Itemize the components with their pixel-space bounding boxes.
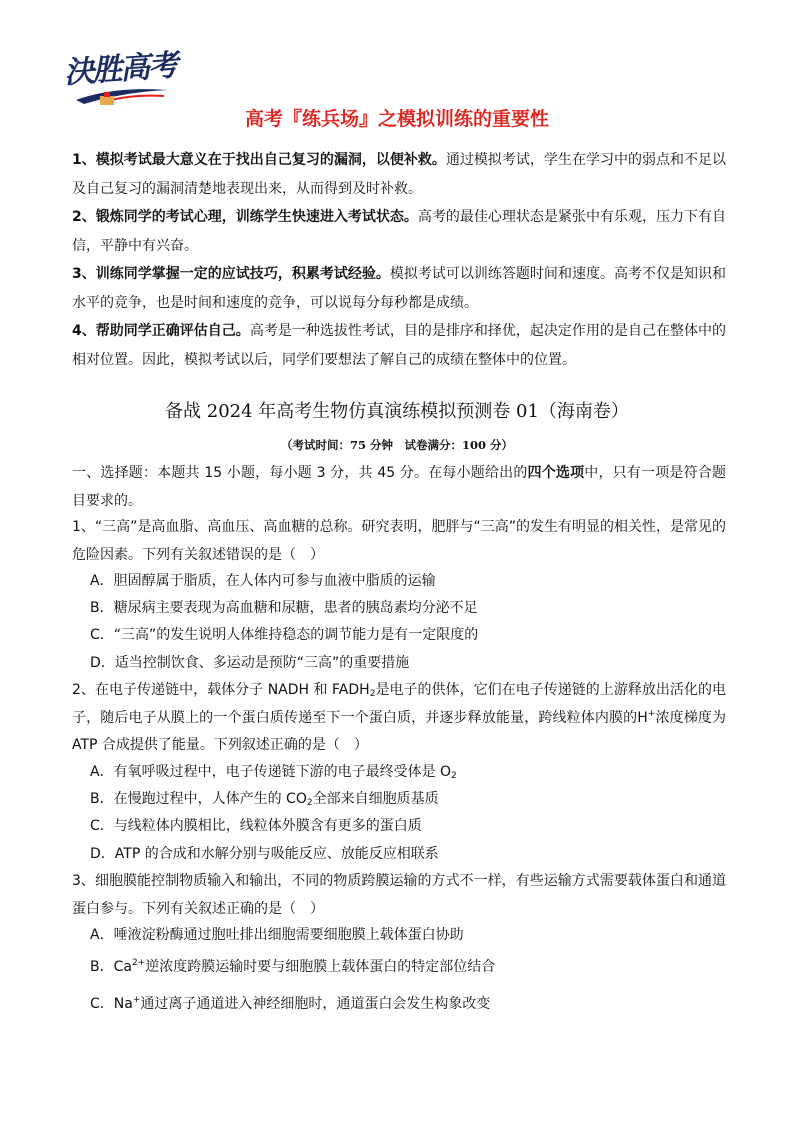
q2-superscript: + — [647, 708, 656, 719]
q3-option-b — [90, 954, 730, 982]
intro-point-1 — [72, 146, 726, 203]
option-superscript: 2+ — [131, 958, 146, 968]
option-text: C．Na — [90, 996, 133, 1012]
q1-option-d: D．适当控制饮食、多运动是预防“三高”的重要措施 — [90, 655, 410, 671]
q1-option-b: B．糖尿病主要表现为高血糖和尿糖，患者的胰岛素均分泌不足 — [90, 600, 478, 616]
intro-point-bold: 4、帮助同学正确评估自己。 — [72, 323, 250, 339]
intro-point-4 — [72, 317, 726, 374]
q3-option-a: A．唾液淀粉酶通过胞吐排出细胞需要细胞膜上载体蛋白协助 — [90, 927, 464, 943]
q2-subscript: 2 — [369, 689, 376, 699]
q2-stem-text: 浓度梯度为ATP 合成提供了能量。下列叙述正确的是（ ） — [72, 709, 727, 753]
question-1-stem: 1、“三高”是高血脂、高血压、高血糖的总称。研究表明，肥胖与“三高”的发生有明显的相关性，是常见的危险因素。下列有关叙述错误的是（ ） — [72, 519, 726, 563]
exam-subtitle: （考试时间：75 分钟 试卷满分：100 分） — [280, 438, 513, 452]
exam-title: 备战 2024 年高考生物仿真演练模拟预测卷 01（海南卷） — [165, 401, 629, 422]
option-superscript: + — [132, 995, 141, 1005]
option-text: A．有氧呼吸过程中，电子传递链下游的电子最终受体是 O — [90, 764, 452, 780]
intro-point-bold: 2、锻炼同学的考试心理，训练学生快速进入考试状态。 — [72, 209, 418, 225]
q2-option-d: D．ATP 的合成和水解分别与吸能反应、放能反应相联系 — [90, 846, 439, 862]
intro-point-text: 通过模拟考试，学生在学习中的弱点和不足以及自己复习的漏洞清楚地表现出来，从而得到及时补救。 — [72, 152, 726, 197]
q2-option-b — [90, 786, 730, 814]
option-text: B．Ca — [90, 959, 132, 975]
q1-option-a: A．胆固醇属于脂质，在人体内可参与血液中脂质的运输 — [90, 573, 436, 589]
q1-option-c: C．“三高”的发生说明人体维持稳态的调节能力是有一定限度的 — [90, 627, 479, 643]
option-text: B．在慢跑过程中，人体产生的 CO — [90, 791, 307, 807]
q2-option-c: C．与线粒体内膜相比，线粒体外膜含有更多的蛋白质 — [90, 818, 422, 834]
option-subscript: 2 — [306, 798, 313, 808]
intro-point-bold: 1、模拟考试最大意义在于找出自己复习的漏洞，以便补救。 — [72, 152, 446, 168]
q2-stem-text: 2、在电子传递链中，载体分子 NADH 和 FADH — [72, 682, 370, 698]
q3-option-c — [90, 991, 730, 1019]
q2-stem-text: 是电子的供体，它们在电子传递链的上游释放出活化的电子，随后电子从膜上的一个蛋白质传递至下一个蛋白质，并逐步释放能量，跨线粒体内膜的H — [72, 682, 726, 726]
intro-point-text: 高考是一种选拔性考试，目的是排序和择优，起决定作用的是自己在整体中的相对位置。因此，模拟考试以后，同学们要想法了解自己的成绩在整体中的位置。 — [72, 323, 726, 368]
question-2-stem — [72, 677, 726, 760]
logo-text: 決胜高考 — [63, 48, 178, 91]
section-text: 一、选择题：本题共 15 小题，每小题 3 分，共 45 分。在每小题给出的 — [72, 465, 528, 481]
brand-logo — [60, 40, 180, 112]
intro-point-bold: 3、训练同学掌握一定的应试技巧，积累考试经验。 — [72, 266, 390, 282]
question-3-stem: 3、细胞膜能控制物质输入和输出，不同的物质跨膜运输的方式不一样，有些运输方式需要载体蛋白和通道蛋白参与。下列有关叙述正确的是（ ） — [72, 873, 726, 917]
intro-point-text: 高考的最佳心理状态是紧张中有乐观，压力下有自信，平静中有兴奋。 — [72, 209, 727, 254]
intro-point-2 — [72, 203, 726, 260]
banner-title: 高考『练兵场』之模拟训练的重要性 — [244, 108, 549, 130]
option-subscript: 2 — [451, 771, 457, 781]
intro-point-3 — [72, 260, 726, 317]
option-text: 逆浓度跨膜运输时要与细胞膜上载体蛋白的特定部位结合 — [145, 959, 496, 975]
section-text: 中，只有一项是符合题目要求的。 — [72, 465, 726, 509]
q2-option-a — [90, 759, 730, 787]
section-bold: 四个选项 — [527, 465, 585, 481]
option-text: 通过离子通道进入神经细胞时，通道蛋白会发生构象改变 — [140, 996, 491, 1012]
option-text: 全部来自细胞质基质 — [312, 791, 439, 807]
intro-point-text: 模拟考试可以训练答题时间和速度。高考不仅是知识和水平的竞争，也是时间和速度的竞争，可以说每分每秒都是成绩。 — [72, 266, 726, 311]
section-instructions — [72, 460, 726, 515]
